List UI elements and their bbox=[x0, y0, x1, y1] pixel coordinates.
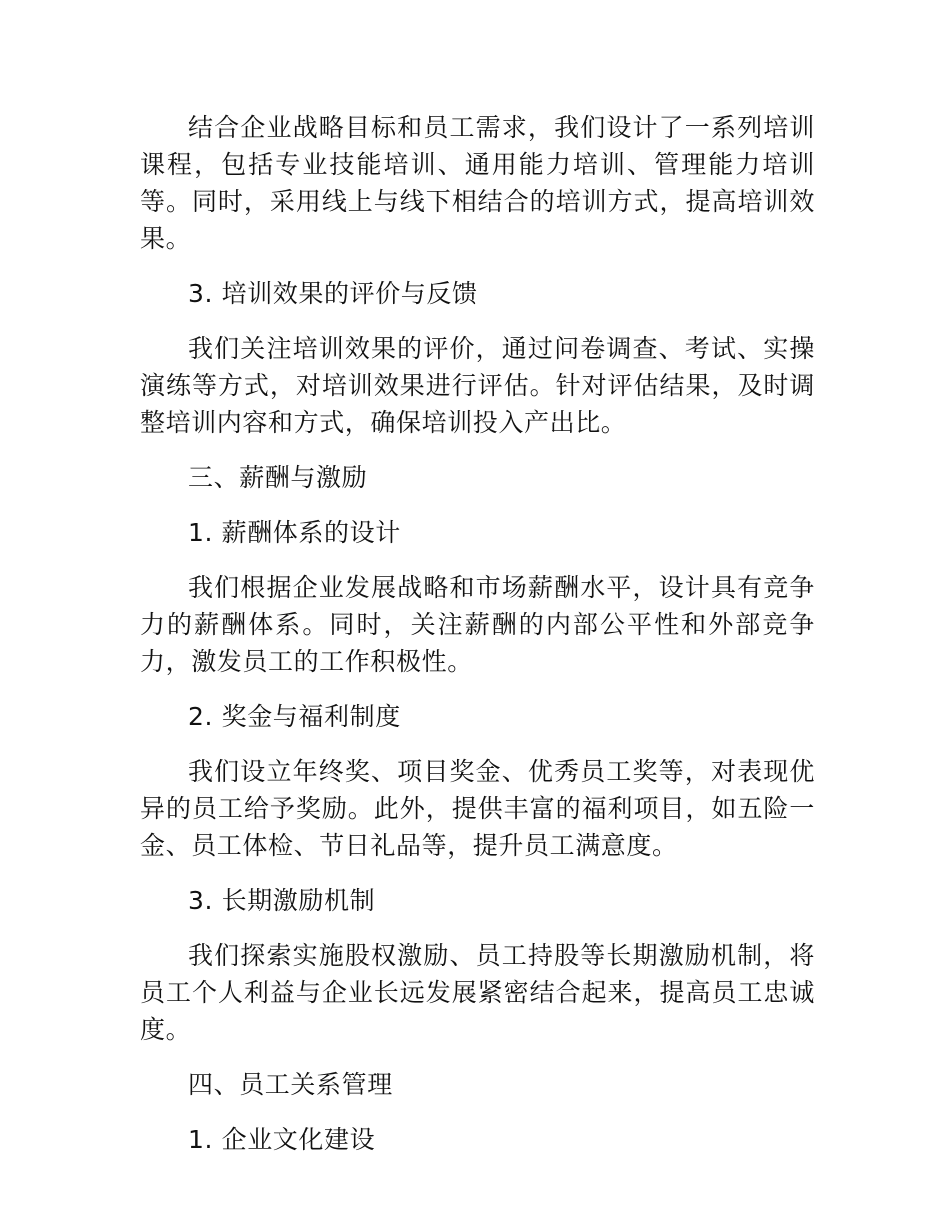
paragraph-long-term-incentive: 我们探索实施股权激励、员工持股等长期激励机制，将员工个人利益与企业长远发展紧密结合起来，提高员工忠诚度。 bbox=[140, 941, 815, 1044]
heading-long-term-incentive: 3. 长期激励机制 bbox=[188, 886, 376, 915]
heading-bonus-benefits: 2. 奖金与福利制度 bbox=[188, 702, 401, 731]
document-body bbox=[140, 109, 815, 1176]
heading-corporate-culture: 1. 企业文化建设 bbox=[188, 1125, 376, 1154]
section-heading-employee-relations: 四、员工关系管理 bbox=[188, 1070, 393, 1099]
paragraph-salary-system: 我们根据企业发展战略和市场薪酬水平，设计具有竞争力的薪酬体系。同时，关注薪酬的内部公平性和外部竞争力，激发员工的工作积极性。 bbox=[140, 573, 815, 676]
section-heading-compensation: 三、薪酬与激励 bbox=[188, 463, 368, 492]
paragraph-bonus-benefits: 我们设立年终奖、项目奖金、优秀员工奖等，对表现优异的员工给予奖励。此外，提供丰富的福利项目，如五险一金、员工体检、节日礼品等，提升员工满意度。 bbox=[140, 757, 815, 860]
heading-training-evaluation: 3. 培训效果的评价与反馈 bbox=[188, 279, 478, 308]
paragraph-training-evaluation: 我们关注培训效果的评价，通过问卷调查、考试、实操演练等方式，对培训效果进行评估。针对评估结果，及时调整培训内容和方式，确保培训投入产出比。 bbox=[140, 334, 815, 437]
paragraph-training-courses: 结合企业战略目标和员工需求，我们设计了一系列培训课程，包括专业技能培训、通用能力培训、管理能力培训等。同时，采用线上与线下相结合的培训方式，提高培训效果。 bbox=[140, 113, 815, 253]
heading-salary-system: 1. 薪酬体系的设计 bbox=[188, 518, 401, 547]
